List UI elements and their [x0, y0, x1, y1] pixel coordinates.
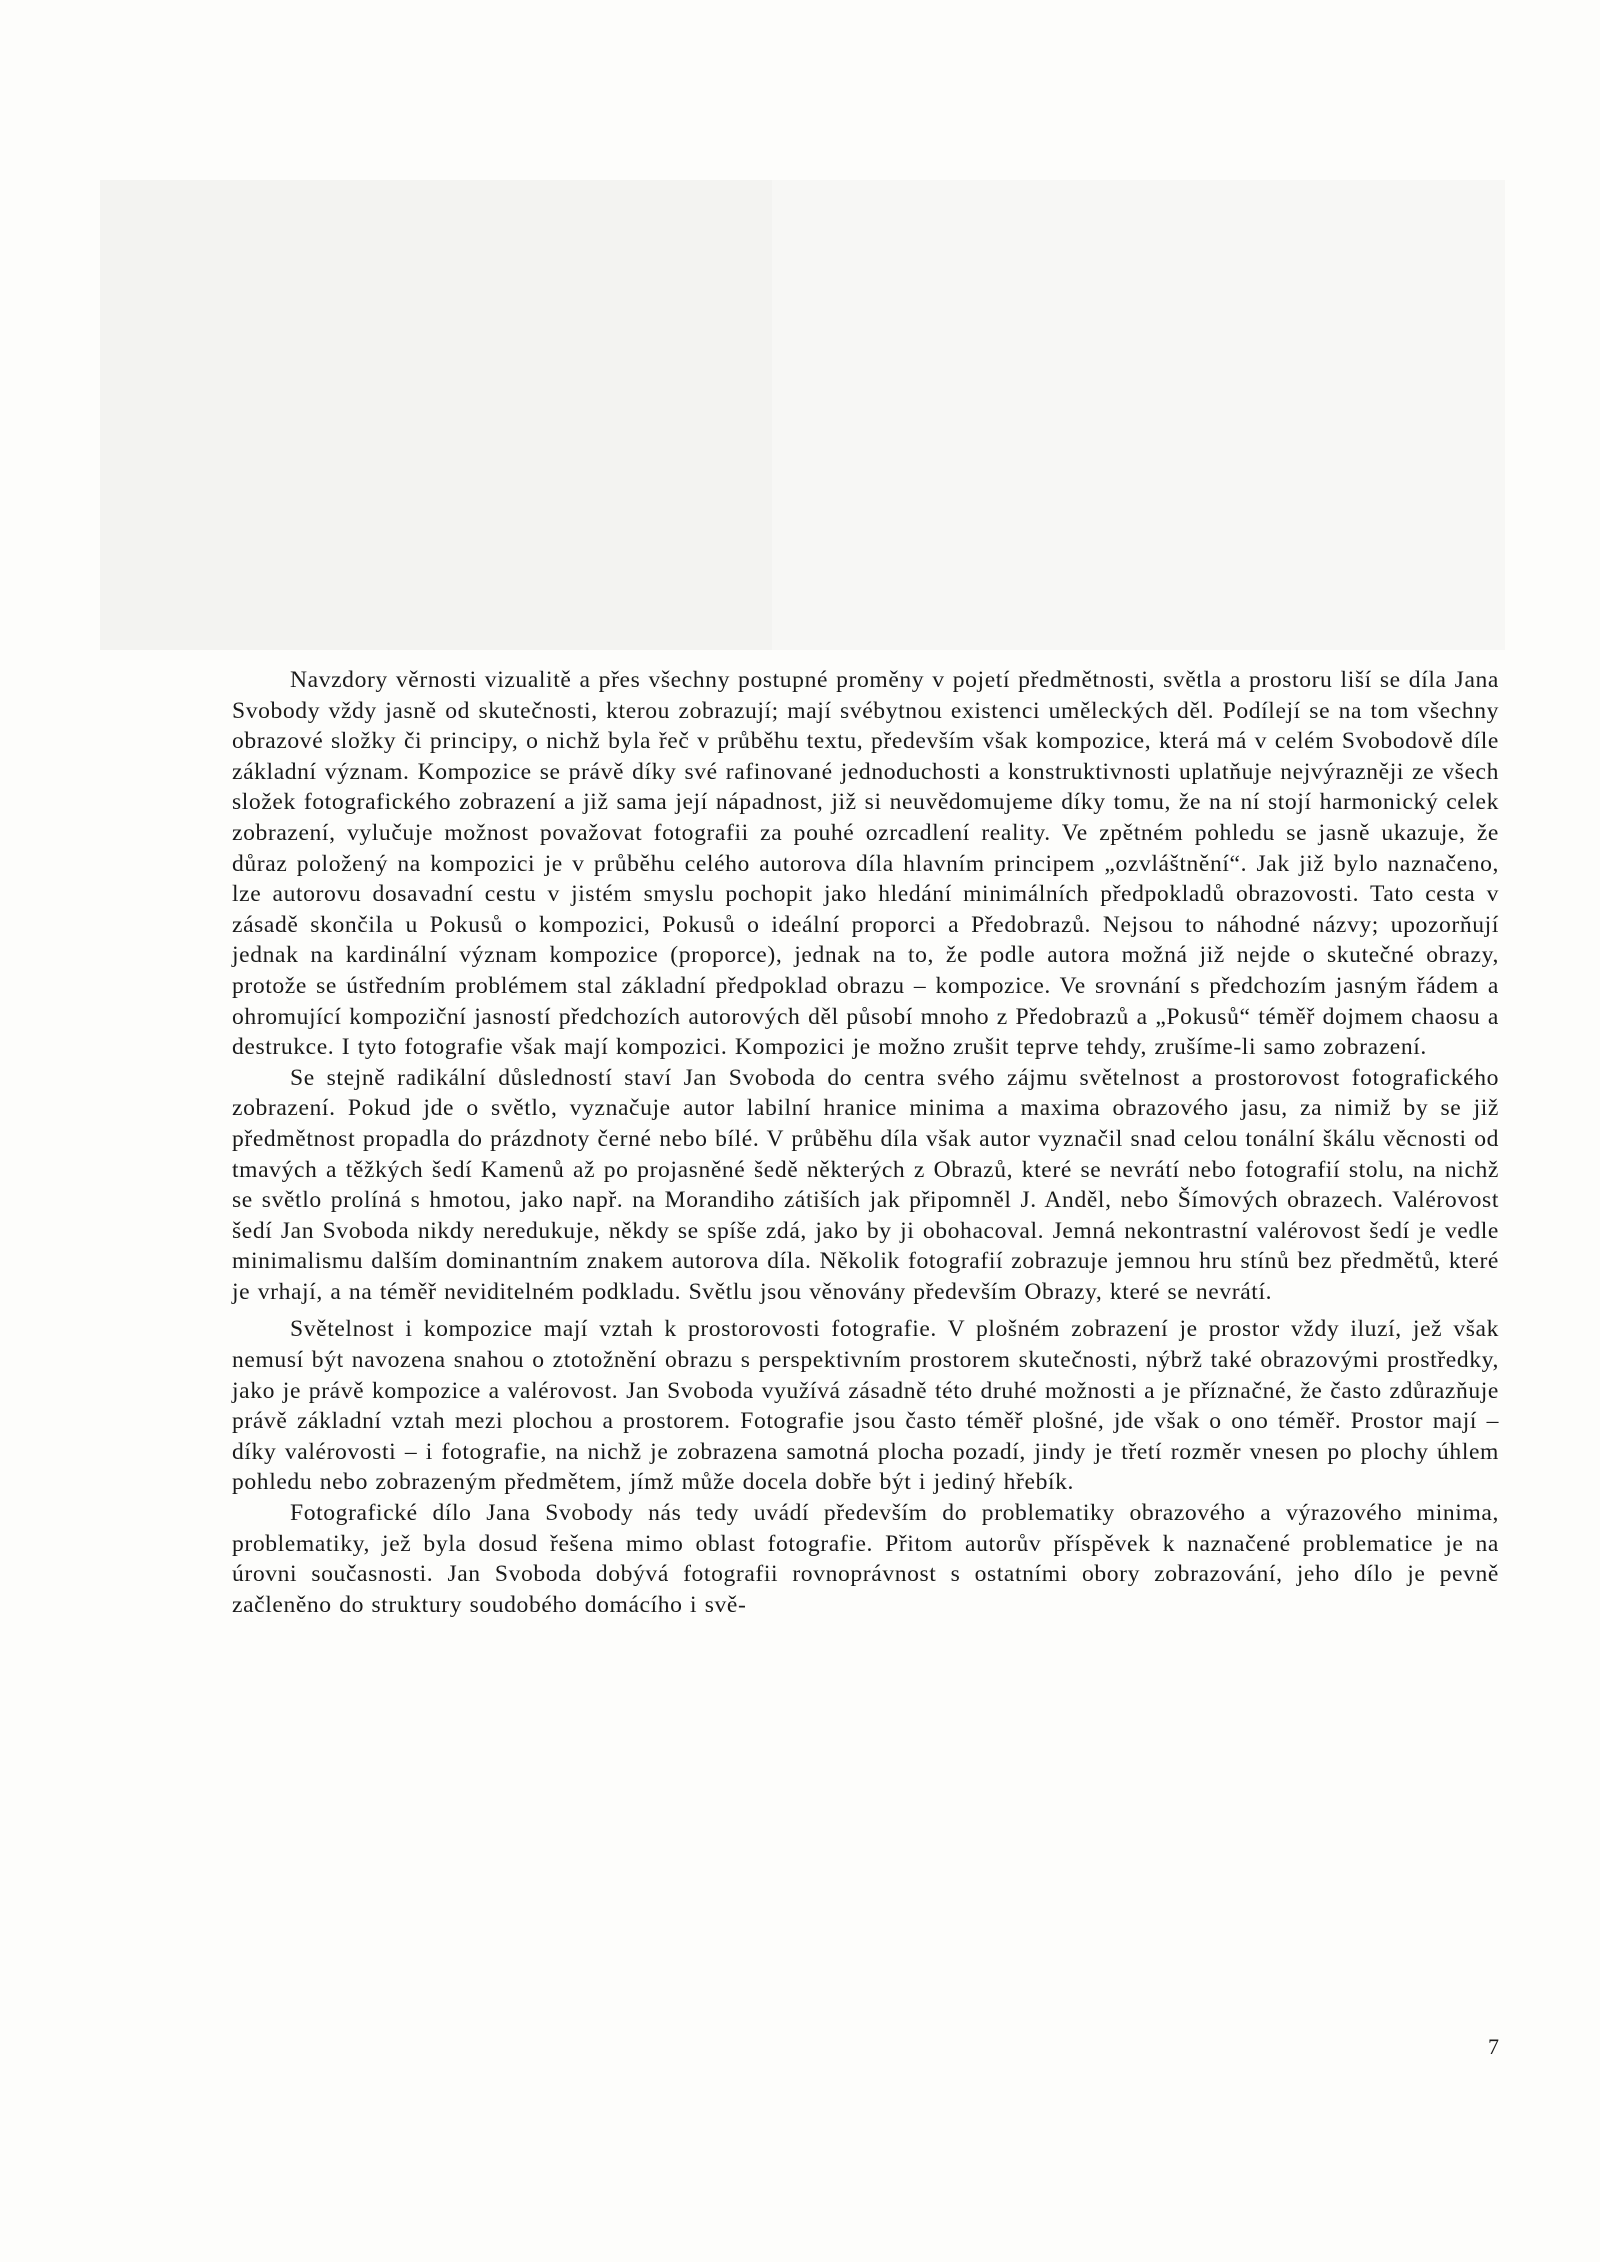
- photo-plate-area: [100, 180, 1505, 650]
- paragraph-composition: Navzdory věrnosti vizualitě a přes všechny postupné proměny v pojetí předmětnosti, světla a prostoru liší se díla Jana Svobody vždy jasně od skutečnosti, kterou zobrazují; mají svébytnou existenci uměleckých děl. Podílejí se na tom všechny obrazové složky či principy, o nichž byla řeč v průběhu textu, především však kompozice, která má v celém Svobodově díle základní význam. Kompozice se právě díky své rafinované jednoduchosti a konstruktivnosti uplatňuje nejvýrazněji ze všech složek fotografického zobrazení a již sama její nápadnost, již si neuvědomujeme díky tomu, že na ní stojí harmonický celek zobrazení, vylučuje možnost považovat fotografii za pouhé ozrcadlení reality. Ve zpětném pohledu se jasně ukazuje, že důraz položený na kompozici je v průběhu celého autorova díla hlavním principem „ozvláštnění“. Jak již bylo naznačeno, lze autorovu dosavadní cestu v jistém smyslu pochopit jako hledání minimálních předpokladů obrazovosti. Tato cesta v zásadě skončila u Pokusů o kompozici, Pokusů o ideální proporci a Předobrazů. Nejsou to náhodné názvy; upozorňují jednak na kardinální význam kompozice (proporce), jednak na to, že podle autora možná již nejde o skutečné obrazy, protože se ústředním problémem stal základní předpoklad obrazu – kompozice. Ve srovnání s předchozím jasným řádem a ohromující kompoziční jasností předchozích autorových děl působí mnoho z Předobrazů a „Pokusů“ téměř dojmem chaosu a destrukce. I tyto fotografie však mají kompozici. Kompozici je možno zrušit teprve tehdy, zrušíme-li samo zobrazení.: [232, 667, 1499, 1061]
- paragraph-light: Se stejně radikální důsledností staví Jan Svoboda do centra svého zájmu světelnost a prostorovost fotografického zobrazení. Pokud jde o světlo, vyznačuje autor labilní hranice minima a maxima obrazového jasu, za nimiž by se již předmětnost propadla do prázdnoty černé nebo bílé. V průběhu díla však autor vyznačil snad celou tonální škálu věcnosti od tmavých a těžkých šedí Kamenů až po projasněné šedě některých z Obrazů, které se nevrátí nebo fotografií stolu, na nichž se světlo prolíná s hmotou, jako např. na Morandiho zátiších jak připomněl J. Anděl, nebo Šímových obrazech. Valérovost šedí Jan Svoboda nikdy neredukuje, někdy se spíše zdá, jako by ji obohacoval. Jemná nekontrastní valérovost šedí je vedle minimalismu dalším dominantním znakem autorova díla. Několik fotografií zobrazuje jemnou hru stínů bez předmětů, které je vrhají, a na téměř neviditelném podkladu. Světlu jsou věnovány především Obrazy, které se nevrátí.: [232, 1064, 1499, 1305]
- article-body: [232, 665, 1499, 1620]
- paragraph-space: Světelnost i kompozice mají vztah k prostorovosti fotografie. V plošném zobrazení je prostor vždy iluzí, jež však nemusí být navozena snahou o ztotožnění obrazu s perspektivním prostorem skutečnosti, nýbrž také obrazovými prostředky, jako je právě kompozice a valérovost. Jan Svoboda využívá zásadně této druhé možnosti a je příznačné, že často zdůrazňuje právě základní vztah mezi plochou a prostorem. Fotografie jsou často téměř plošné, jde však o ono téměř. Prostor mají – díky valérovosti – i fotografie, na nichž je zobrazena samotná plocha pozadí, jindy je třetí rozměr vnesen po plochy úhlem pohledu nebo zobrazeným předmětem, jímž může docela dobře být i jediný hřebík.: [232, 1316, 1499, 1496]
- page-number: 7: [1488, 2034, 1499, 2059]
- paragraph-conclusion: Fotografické dílo Jana Svobody nás tedy uvádí především do problematiky obrazového a výrazového minima, problematiky, jež byla dosud řešena mimo oblast fotografie. Přitom autorův příspěvek k naznačené problematice je na úrovni současnosti. Jan Svoboda dobývá fotografii rovnoprávnost s ostatními obory zobrazování, jeho dílo je pevně začleněno do struktury soudobého domácího i svě-: [232, 1500, 1499, 1618]
- photo-plate-left-sheet: [100, 180, 772, 650]
